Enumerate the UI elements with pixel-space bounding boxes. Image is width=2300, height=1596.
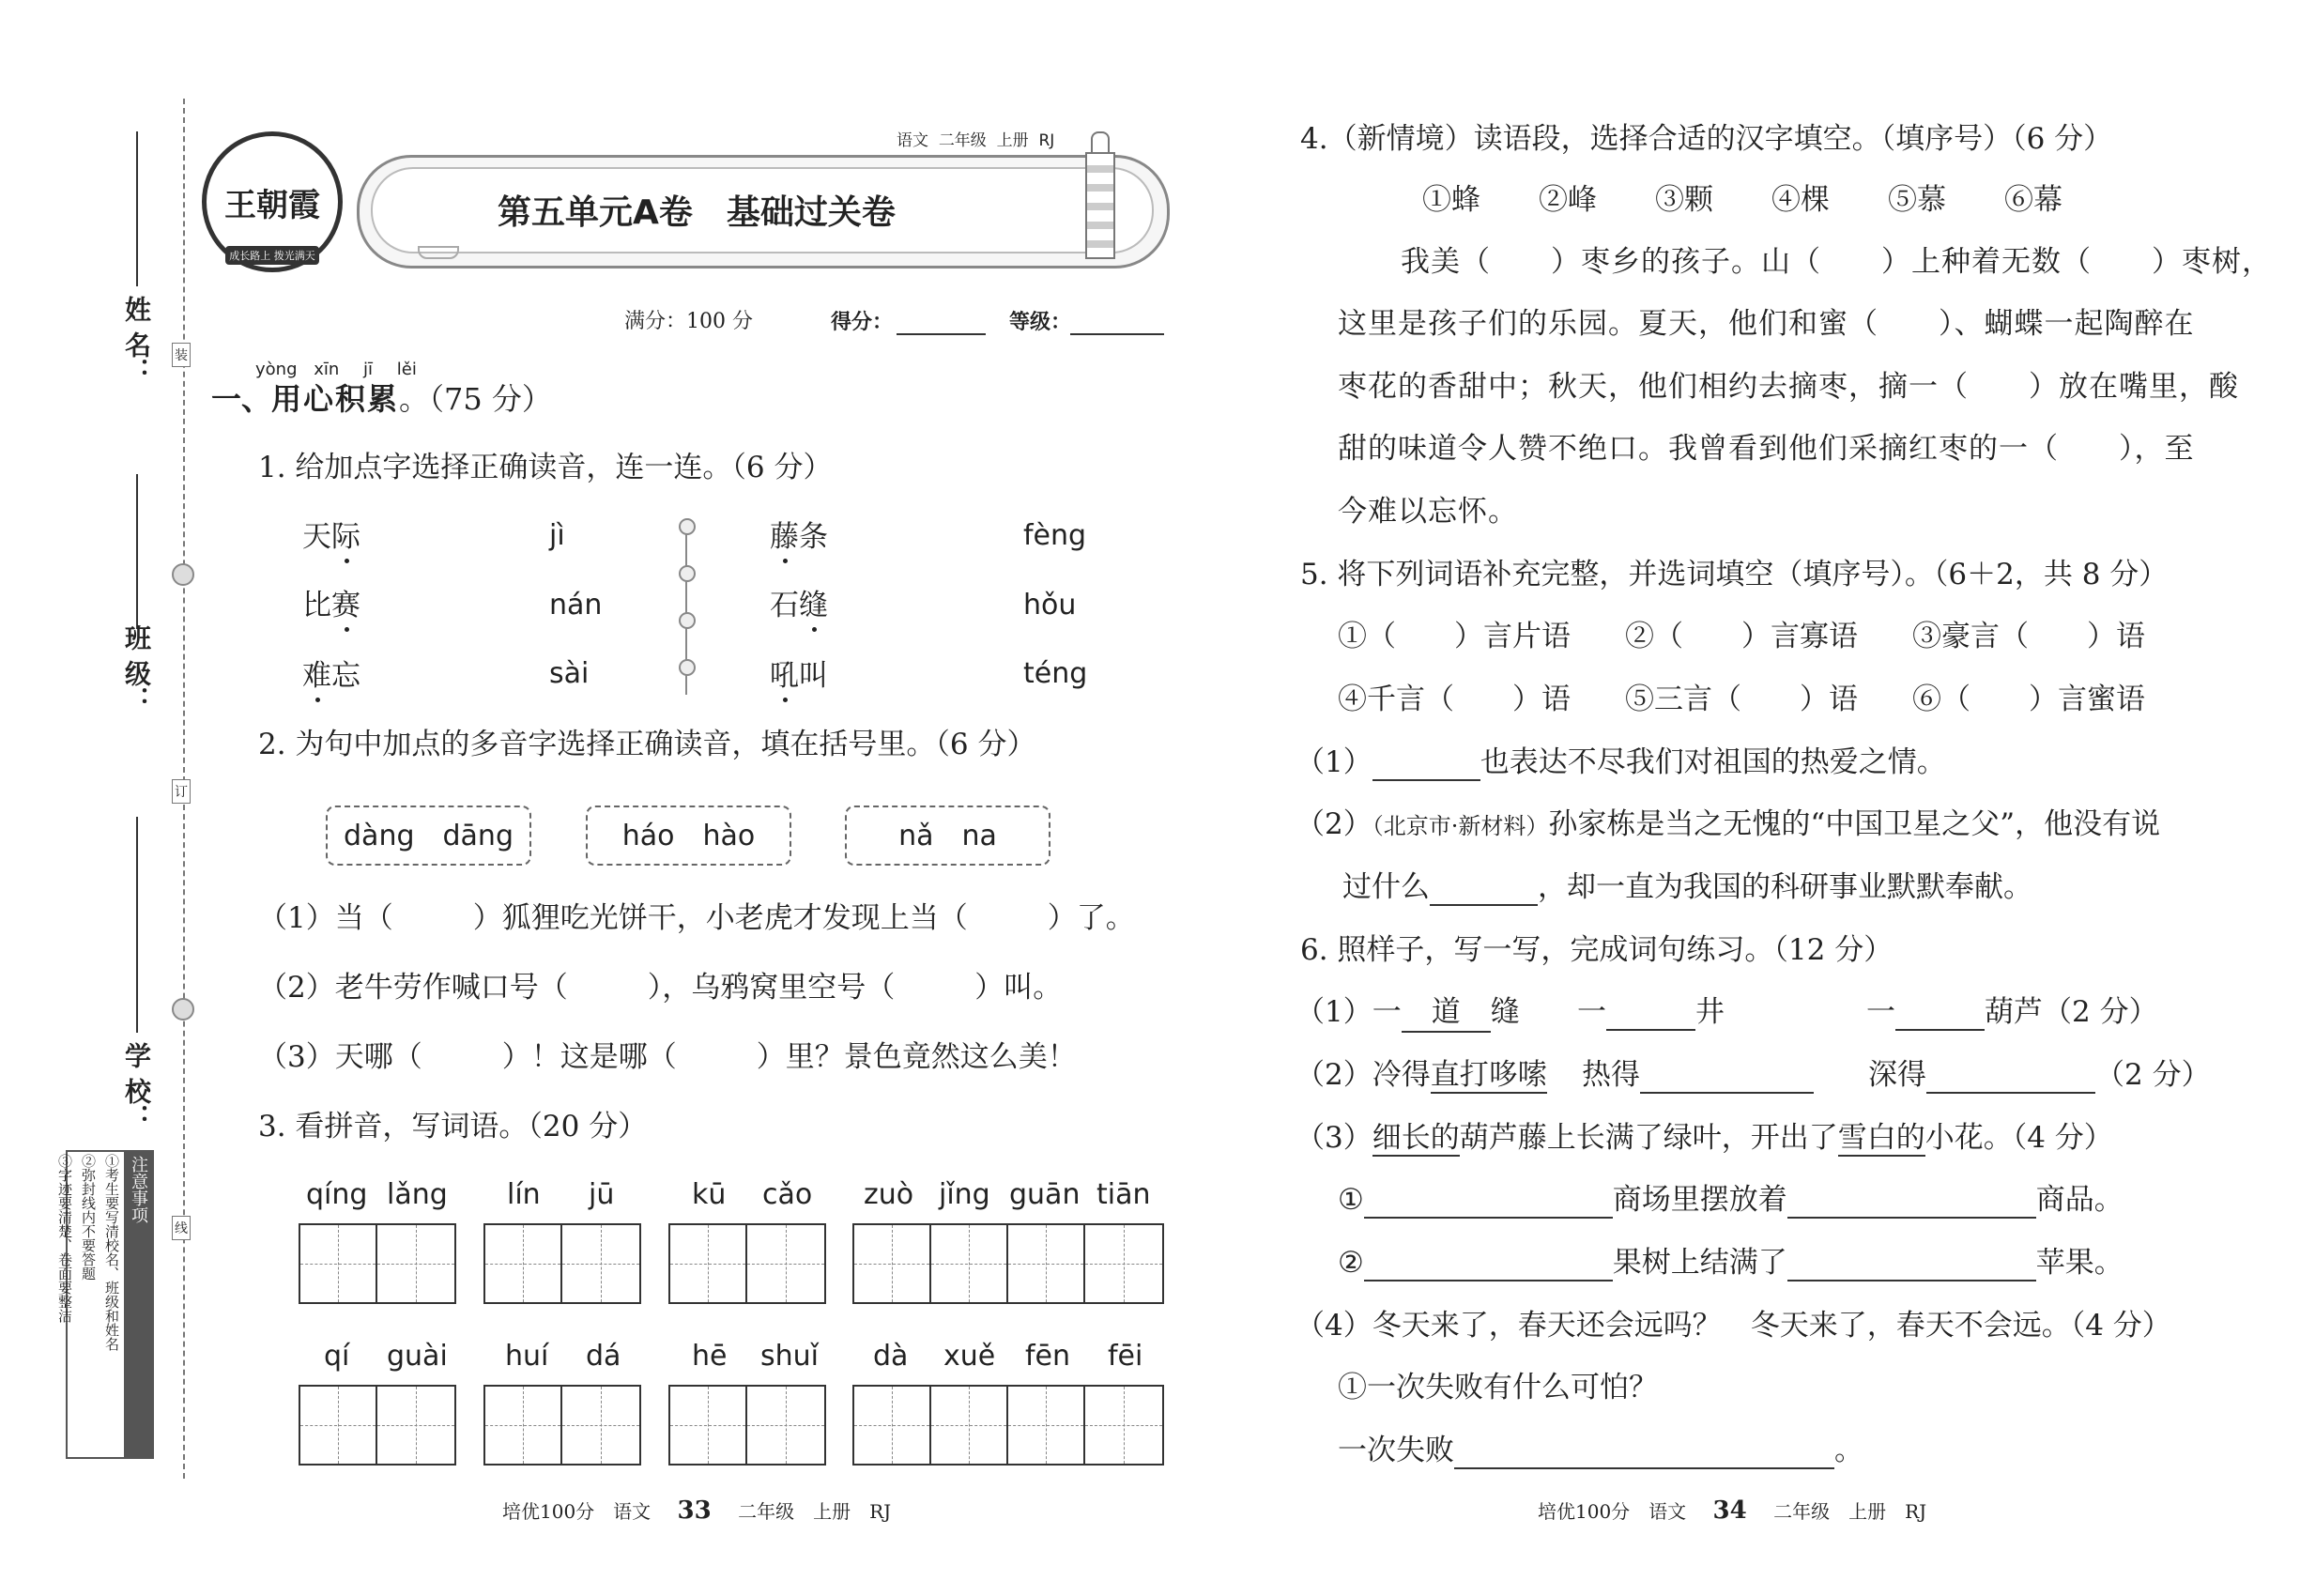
footer-right-post: 二年级 上册 RJ — [1773, 1500, 1927, 1523]
q4-tag: 4.（新情境） — [1300, 122, 1474, 156]
writing-cell[interactable] — [670, 1225, 747, 1302]
q2-s2-a: （2）老牛劳作喊口号（ — [258, 971, 568, 1005]
q6-p3-b-mid: 果树上结满了 — [1612, 1246, 1787, 1280]
q4-line-4: 甜的味道令人赞不绝口。我曾看到他们采摘红枣的一（ ），至 — [1338, 432, 2195, 466]
q3-r1-g4-py4: tiān — [1096, 1178, 1151, 1211]
q5-item-2: ②（ ）言寡语 — [1625, 620, 1858, 653]
q1-left-word-3: 难忘 — [302, 659, 360, 693]
logo-ribbon: 成长路上 拨光满天 — [225, 246, 319, 265]
q2-box1-opt1: dàng — [344, 819, 415, 852]
q2-sentence-2 — [258, 969, 1062, 1006]
q3-r2-grid-4[interactable] — [852, 1385, 1164, 1466]
q4-line-3: 枣花的香甜中；秋天，他们相约去摘枣，摘一（ ）放在嘴里，酸 — [1338, 370, 2239, 404]
q6-part1-c — [1866, 993, 2158, 1031]
q3-r2-g1-py2: guài — [387, 1340, 448, 1373]
section1-pinyin-1: yòng — [255, 360, 298, 379]
writing-cell[interactable] — [300, 1387, 377, 1464]
q3-r1-grid-2[interactable] — [483, 1223, 641, 1304]
q6-p3-b-blank-2[interactable] — [1787, 1251, 2036, 1281]
q2-box2-opt2: hào — [702, 819, 756, 852]
binding-sidebar — [0, 0, 188, 1596]
header-meta — [897, 127, 1054, 150]
q6-p1-b: 一 — [1577, 995, 1606, 1029]
q2-title: 2. 为句中加点的多音字选择正确读音，填在括号里。（6 分） — [258, 728, 1036, 761]
q5-s1-num: （1） — [1296, 745, 1372, 779]
section1-pinyin-4: lěi — [396, 360, 417, 379]
binding-mark-3: 线 — [172, 1216, 191, 1240]
writing-cell[interactable] — [1008, 1225, 1085, 1302]
q3-r1-g4-py1: zuò — [864, 1178, 914, 1211]
q2-s2-b: ），乌鸦窝里空号（ — [647, 971, 896, 1005]
logo-text: 王朝霞 — [224, 186, 320, 224]
q6-part1-b — [1577, 993, 1725, 1031]
q3-r1-g4-py3: guān — [1009, 1178, 1081, 1211]
q2-sentence-1 — [258, 899, 1135, 937]
q4-line-1: 我美（ ）枣乡的孩子。山（ ）上种着无数（ ）枣树， — [1401, 245, 2272, 279]
notice-item-3: ③字迹要清楚、卷面要整洁 — [56, 1154, 73, 1323]
q2-pinyin-box-2 — [586, 806, 791, 866]
q1-right-word-2: 石缝 — [770, 589, 828, 622]
q3-r1-g1-py2: lǎng — [387, 1178, 448, 1211]
q1-bead-2 — [679, 565, 696, 582]
section1-suffix: 。（75 分） — [399, 381, 552, 417]
q6-part2-b — [1582, 1056, 1814, 1094]
q2-s1-b: ）狐狸吃光饼干，小老虎才发现上当（ — [472, 901, 968, 935]
q4-opt-1: ①蜂 — [1422, 183, 1480, 217]
q3-r1-grid-4[interactable] — [852, 1223, 1164, 1304]
q6-p3-label: （3） — [1296, 1121, 1372, 1155]
q1-right-pinyin-1[interactable]: fèng — [1023, 519, 1087, 552]
q6-p4-blank[interactable] — [1454, 1439, 1834, 1469]
binding-mark-1: 装 — [172, 343, 191, 367]
q5-s2-num: （2） — [1296, 807, 1372, 841]
footer-right — [1538, 1496, 1926, 1525]
section1-prefix: 一、 — [211, 381, 272, 417]
q1-title: 1. 给加点字选择正确读音，连一连。（6 分） — [258, 451, 833, 484]
writing-cell[interactable] — [854, 1225, 931, 1302]
q1-bead-3 — [679, 612, 696, 629]
writing-cell[interactable] — [562, 1225, 639, 1302]
grade-field[interactable] — [1070, 333, 1164, 335]
notice-item-1: ①考生要写清校名、班级和姓名 — [103, 1154, 120, 1351]
writing-cell[interactable] — [1085, 1387, 1162, 1464]
q6-part2 — [1296, 1056, 1547, 1094]
q2-box1-opt2: dāng — [442, 819, 514, 852]
q6-p2-score: （2 分） — [2095, 1058, 2211, 1092]
q6-p2-c-blank[interactable] — [1926, 1064, 2095, 1094]
name-underline — [136, 131, 138, 286]
page-title: 第五单元A卷 基础过关卷 — [498, 193, 896, 232]
footer-left-post: 二年级 上册 RJ — [738, 1500, 892, 1523]
q6-p3-b-blank-1[interactable] — [1364, 1251, 1613, 1281]
q3-r2-g4-py4: fēi — [1108, 1340, 1143, 1373]
q3-r2-grid-1[interactable] — [299, 1385, 456, 1466]
q3-r1-g3-py1: kū — [692, 1178, 727, 1211]
q5-s2-l2-post: ，却一直为我国的科研事业默默奉献。 — [1538, 870, 2032, 904]
writing-cell[interactable] — [377, 1387, 454, 1464]
q3-r2-grid-3[interactable] — [668, 1385, 826, 1466]
footer-right-pre: 培优100分 语文 — [1538, 1500, 1687, 1523]
full-score: 满分：100 分 — [624, 310, 753, 333]
q1-left-word-1: 天际 — [302, 520, 360, 554]
q5-item-1: ①（ ）言片语 — [1338, 620, 1571, 653]
q6-part3-a — [1338, 1181, 2124, 1219]
q2-s1-c: ）了。 — [1047, 901, 1135, 935]
q5-item-5: ⑤三言（ ）语 — [1625, 683, 1858, 716]
q5-sentence-2-cont — [1342, 868, 2032, 906]
q5-s1-blank[interactable] — [1372, 751, 1480, 781]
q6-p2-label: （2）冷得 — [1296, 1058, 1431, 1092]
writing-cell[interactable] — [485, 1387, 562, 1464]
q6-p1-label: （1）一 — [1296, 995, 1402, 1029]
q1-dotted-char: 难 — [302, 659, 331, 693]
q2-pinyin-box-1 — [326, 806, 531, 866]
section1-pinyin — [255, 360, 417, 379]
q3-r1-g2-py2: jū — [589, 1178, 615, 1211]
q2-pinyin-box-3 — [845, 806, 1050, 866]
q6-p3-a-mid: 商场里摆放着 — [1612, 1183, 1787, 1217]
q3-r1-g3-py2: cǎo — [762, 1178, 813, 1211]
q6-p1-c-blank[interactable] — [1895, 1001, 1985, 1031]
q5-row-1 — [1338, 618, 2145, 655]
q5-s2-blank[interactable] — [1430, 876, 1538, 906]
binding-hole-2 — [172, 998, 194, 1021]
q3-r2-g4-py3: fēn — [1025, 1340, 1071, 1373]
q5-s2-text: 孙家栋是当之无愧的“中国卫星之父”，他没有说 — [1548, 807, 2161, 841]
q3-r2-g3-py2: shuǐ — [760, 1340, 819, 1373]
writing-cell[interactable] — [747, 1387, 824, 1464]
section1-title — [211, 380, 552, 418]
writing-cell[interactable] — [300, 1225, 377, 1302]
q5-sentence-2 — [1296, 806, 2160, 845]
q6-p3-a-blank-2[interactable] — [1787, 1189, 2036, 1219]
q5-sentence-1 — [1296, 744, 1946, 781]
q6-p3-b-num: ② — [1338, 1246, 1364, 1280]
q3-r2-grid-2[interactable] — [483, 1385, 641, 1466]
class-label: 班 级： — [121, 624, 152, 713]
q3-r1-grid-3[interactable] — [668, 1223, 826, 1304]
q1-left-word-2: 比赛 — [302, 589, 360, 622]
q6-p2-example: 直打哆嗦 — [1430, 1058, 1547, 1092]
q4-opt-5: ⑤慕 — [1888, 183, 1946, 217]
footer-left-pre: 培优100分 语文 — [502, 1500, 652, 1523]
notice-item-2: ②弥封线内不要答题 — [80, 1154, 97, 1281]
writing-cell[interactable] — [931, 1387, 1008, 1464]
q1-left-pinyin-3[interactable]: sài — [549, 657, 590, 690]
q1-right-word-3: 吼叫 — [770, 659, 828, 693]
writing-cell[interactable] — [485, 1225, 562, 1302]
q3-r1-g2-py1: lín — [507, 1178, 541, 1211]
q2-box3-opt1: nǎ — [898, 819, 934, 852]
q6-part4-answer — [1338, 1432, 1863, 1469]
q6-part3 — [1296, 1119, 2113, 1157]
q1-right-word-1: 藤条 — [770, 520, 828, 554]
q6-p3-a-num: ① — [1338, 1183, 1364, 1217]
q4-title-text: 读语段，选择合适的汉字填空。（填序号）（6 分） — [1473, 122, 2113, 156]
q4-title — [1300, 120, 2112, 158]
q1-right-pinyin-3[interactable]: téng — [1023, 657, 1088, 690]
section1-pinyin-3: jī — [363, 360, 374, 379]
q6-p1-ex-after: 缝 — [1490, 995, 1520, 1029]
q3-r2-g4-py2: xuě — [943, 1340, 996, 1373]
notice-title: 注意事项 — [124, 1152, 152, 1457]
writing-cell[interactable] — [670, 1387, 747, 1464]
q3-r2-g1-py1: qí — [324, 1340, 350, 1373]
q5-s2-tag: （北京市·新材料） — [1372, 813, 1549, 839]
writing-cell[interactable] — [1085, 1225, 1162, 1302]
q6-p3-end: 小花。（4 分） — [1924, 1121, 2113, 1155]
q4-line-5: 今难以忘怀。 — [1338, 495, 1518, 529]
footer-left — [502, 1496, 891, 1525]
q3-r1-g1-py1: qíng — [306, 1178, 368, 1211]
school-underline — [136, 817, 138, 1033]
q6-p1-example: 道 — [1402, 993, 1491, 1033]
q6-p4-a-pre: 一次失败 — [1338, 1434, 1454, 1467]
q2-s3-b: ）！这是哪（ — [501, 1040, 677, 1074]
q6-p2-b-blank[interactable] — [1640, 1064, 1814, 1094]
q6-p3-a-blank-1[interactable] — [1364, 1189, 1613, 1219]
binding-mark-2: 订 — [172, 779, 191, 804]
q5-item-6: ⑥（ ）言蜜语 — [1912, 683, 2145, 716]
grade-label: 等级： — [1009, 310, 1072, 334]
q1-bead-4 — [679, 659, 696, 676]
writing-cell[interactable] — [1008, 1387, 1085, 1464]
q2-s3-c: ）里？景色竟然这么美！ — [756, 1040, 1077, 1074]
section1-pinyin-2: xīn — [314, 360, 340, 379]
q6-p1-b-after: 井 — [1695, 995, 1725, 1029]
q5-row-2 — [1338, 681, 2145, 718]
writing-cell[interactable] — [854, 1387, 931, 1464]
q6-p2-b: 热得 — [1582, 1058, 1640, 1092]
q3-r2-g2-py2: dá — [586, 1340, 621, 1373]
q6-p3-u1: 细长的 — [1372, 1121, 1460, 1155]
score-field[interactable] — [897, 333, 986, 335]
q6-p1-c-after: 葫芦（2 分） — [1985, 995, 2158, 1029]
meta-edition: RJ — [1038, 131, 1055, 150]
q2-s1-a: （1）当（ — [258, 901, 393, 935]
q1-dotted-char: 吼 — [770, 659, 799, 693]
q5-item-4: ④千言（ ）语 — [1338, 683, 1571, 716]
q6-p3-u2: 雪白的 — [1837, 1121, 1925, 1155]
lighthouse-icon — [1080, 131, 1117, 258]
q3-r1-grid-1[interactable] — [299, 1223, 456, 1304]
q1-dotted-char: 藤 — [770, 520, 799, 554]
q4-opt-6: ⑥幕 — [2004, 183, 2062, 217]
class-underline — [136, 474, 138, 629]
meta-volume: 上册 — [996, 131, 1029, 150]
q6-part4: （4）冬天来了，春天还会远吗？ 冬天来了，春天不会远。（4 分） — [1296, 1309, 2171, 1343]
q6-part2-c — [1868, 1056, 2211, 1094]
ship-icon — [418, 246, 459, 259]
q6-part4-question: ①一次失败有什么可怕？ — [1338, 1371, 1658, 1404]
q2-sentence-3 — [258, 1038, 1077, 1076]
meta-grade: 二年级 — [938, 131, 987, 150]
q6-p3-a-end: 商品。 — [2035, 1183, 2124, 1217]
notice-box — [56, 1150, 154, 1459]
q6-p1-c: 一 — [1866, 995, 1895, 1029]
q5-s1-text: 也表达不尽我们对祖国的热爱之情。 — [1480, 745, 1946, 779]
writing-cell[interactable] — [562, 1387, 639, 1464]
q1-dotted-char: 缝 — [799, 589, 828, 622]
q1-bead-1 — [679, 518, 696, 535]
q5-title: 5. 将下列词语补充完整，并选词填空（填序号）。（6＋2，共 8 分） — [1300, 558, 2169, 591]
q6-p4-a-end: 。 — [1834, 1434, 1863, 1467]
binding-hole-1 — [172, 563, 194, 586]
q4-line-2: 这里是孩子们的乐园。夏天，他们和蜜（ ）、蝴蝶一起陶醉在 — [1338, 307, 2195, 341]
q2-box2-opt1: háo — [621, 819, 675, 852]
q1-dotted-char: 赛 — [331, 589, 360, 622]
q6-p1-b-blank[interactable] — [1606, 1001, 1695, 1031]
q5-s2-l2-pre: 过什么 — [1342, 870, 1430, 904]
q6-p3-mid: 葫芦藤上长满了绿叶，开出了 — [1459, 1121, 1838, 1155]
q1-left-pinyin-1[interactable]: jì — [549, 519, 565, 552]
school-label: 学 校： — [121, 1042, 152, 1130]
writing-cell[interactable] — [931, 1225, 1008, 1302]
q6-title: 6. 照样子，写一写，完成词句练习。（12 分） — [1300, 933, 1894, 967]
q6-part1 — [1296, 993, 1520, 1033]
section1-chars: 用心积累 — [271, 381, 400, 417]
footer-right-page-number: 34 — [1712, 1496, 1747, 1525]
q3-r2-g4-py1: dà — [873, 1340, 909, 1373]
writing-cell[interactable] — [747, 1225, 824, 1302]
q3-r1-g4-py2: jǐng — [939, 1178, 990, 1211]
q4-options — [1422, 181, 2062, 219]
q2-s3-a: （3）天哪（ — [258, 1040, 422, 1074]
q4-opt-3: ③颗 — [1655, 183, 1713, 217]
q6-part3-b — [1338, 1244, 2124, 1281]
footer-left-page-number: 33 — [677, 1496, 712, 1525]
q1-left-pinyin-2[interactable]: nán — [549, 589, 603, 622]
q6-p2-c: 深得 — [1868, 1058, 1926, 1092]
q3-title: 3. 看拼音，写词语。（20 分） — [258, 1110, 648, 1143]
q5-item-3: ③豪言（ ）语 — [1912, 620, 2145, 653]
meta-subject: 语文 — [897, 131, 928, 150]
q1-dotted-char: 际 — [331, 520, 360, 554]
q4-opt-2: ②峰 — [1539, 183, 1597, 217]
q2-box3-opt2: na — [961, 819, 997, 852]
name-label: 姓 名： — [121, 296, 152, 384]
score-label: 得分： — [831, 310, 894, 334]
q1-right-pinyin-2[interactable]: hǒu — [1023, 589, 1077, 622]
q2-s2-c: ）叫。 — [974, 971, 1063, 1005]
q3-r2-g2-py1: huí — [505, 1340, 549, 1373]
q3-r2-g3-py1: hē — [692, 1340, 728, 1373]
q6-p3-b-end: 苹果。 — [2035, 1246, 2124, 1280]
writing-cell[interactable] — [377, 1225, 454, 1302]
q4-opt-4: ④棵 — [1771, 183, 1830, 217]
